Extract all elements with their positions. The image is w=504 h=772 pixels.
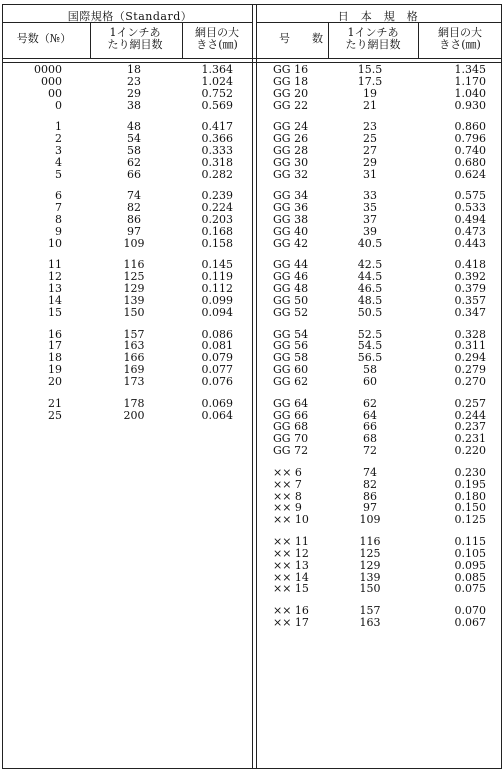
intl-opening-size: 0.158	[201, 236, 233, 250]
jp-mesh-count: 37	[363, 213, 377, 227]
intl-number: 10	[48, 236, 62, 250]
jp-number: ×× 16	[273, 603, 309, 617]
jp-opening-size: 0.740	[454, 144, 486, 157]
jp-mesh-count: 48.5	[357, 294, 383, 308]
intl-mesh-count: 116	[123, 258, 145, 272]
intl-col-number	[0, 33, 88, 45]
jp-number: GG 36	[273, 201, 309, 215]
intl-opening-size: 0.119	[201, 270, 233, 284]
jp-mesh-count: 46.5	[357, 282, 383, 296]
jp-opening-size: 0.392	[454, 270, 486, 284]
jp-mesh-count: 27	[363, 144, 377, 157]
jp-mesh-count: 150	[359, 582, 381, 596]
jp-number: GG 68	[273, 420, 309, 434]
intl-number: 19	[48, 363, 62, 377]
intl-number: 0	[55, 98, 62, 112]
jp-number: ×× 17	[273, 615, 309, 629]
intl-mesh-count: 200	[123, 408, 145, 422]
intl-mesh-count: 125	[123, 270, 145, 284]
jp-mesh-count: 97	[363, 501, 377, 515]
header-line: 号 数	[279, 32, 323, 45]
jp-number: GG 62	[273, 375, 309, 389]
intl-mesh-count: 178	[123, 396, 145, 410]
jp-number: ×× 10	[273, 513, 309, 527]
jp-opening-size: 0.150	[454, 501, 486, 515]
jp-mesh-count: 23	[363, 120, 377, 134]
jp-mesh-count: 157	[359, 603, 381, 617]
jp-opening-size: 0.379	[454, 282, 486, 296]
jp-number: GG 40	[273, 225, 309, 238]
jp-number: GG 30	[273, 155, 309, 169]
intl-opening-size: 0.064	[201, 408, 233, 422]
jp-number: GG 22	[273, 98, 309, 112]
jp-opening-size: 0.237	[454, 420, 486, 434]
jp-number: GG 52	[273, 306, 309, 319]
jp-number: ×× 7	[273, 477, 302, 491]
intl-opening-size: 0.076	[201, 375, 233, 389]
header-line: 1インチあ	[347, 26, 399, 39]
intl-opening-size: 1.364	[201, 63, 233, 76]
jp-number: GG 28	[273, 144, 309, 157]
jp-mesh-count: 52.5	[357, 327, 383, 341]
jp-mesh-count: 72	[363, 444, 377, 458]
jp-mesh-count: 139	[359, 570, 381, 584]
intl-opening-size: 0.079	[201, 351, 233, 365]
intl-number: 6	[55, 189, 62, 203]
intl-mesh-count: 54	[127, 132, 141, 146]
jp-number: ×× 12	[273, 546, 309, 560]
jp-number: GG 66	[273, 408, 309, 422]
jp-number: ×× 14	[273, 570, 309, 584]
jp-number: GG 18	[273, 74, 309, 88]
jp-mesh-count: 129	[359, 558, 381, 572]
jp-mesh-count: 60	[363, 375, 377, 389]
jp-number: GG 50	[273, 294, 309, 308]
intl-mesh-count: 58	[127, 144, 141, 157]
jp-mesh-count: 163	[359, 615, 381, 629]
intl-mesh-count: 62	[127, 155, 141, 169]
jp-number: GG 32	[273, 167, 309, 181]
intl-number: 3	[55, 144, 62, 157]
jp-number: GG 24	[273, 120, 309, 134]
jp-opening-size: 0.328	[454, 327, 486, 341]
intl-number: 20	[48, 375, 62, 389]
jp-opening-size: 1.040	[454, 86, 486, 100]
jp-number: GG 54	[273, 327, 309, 341]
jp-mesh-count: 42.5	[357, 258, 383, 272]
jp-number: ×× 13	[273, 558, 309, 572]
header-line: 号数（№）	[16, 32, 72, 45]
intl-number: 000	[41, 74, 62, 88]
jp-mesh-count: 68	[363, 432, 377, 446]
intl-number: 12	[48, 270, 62, 284]
jp-opening-size: 1.345	[454, 63, 486, 76]
header-line: きさ(㎜)	[196, 38, 238, 51]
jp-mesh-count: 31	[363, 167, 377, 181]
jp-opening-size: 1.170	[454, 74, 486, 88]
jp-opening-size: 0.195	[454, 477, 486, 491]
jp-mesh-count: 25	[363, 132, 377, 146]
jp-number: GG 20	[273, 86, 309, 100]
intl-opening-size: 0.086	[201, 327, 233, 341]
jp-opening-size: 0.230	[454, 465, 486, 479]
intl-opening-size: 0.224	[201, 201, 233, 215]
intl-number: 9	[55, 225, 62, 238]
jp-number: ×× 9	[273, 501, 302, 515]
jp-number: GG 70	[273, 432, 309, 446]
intl-opening-size: 0.569	[201, 98, 233, 112]
intl-mesh-count: 157	[123, 327, 145, 341]
jp-opening-size: 0.930	[454, 98, 486, 112]
jp-mesh-count: 39	[363, 225, 377, 238]
jp-opening-size: 0.796	[454, 132, 486, 146]
jp-opening-size: 0.095	[454, 558, 486, 572]
intl-opening-size: 0.239	[201, 189, 233, 203]
jp-opening-size: 0.443	[454, 236, 486, 250]
jp-number: GG 44	[273, 258, 309, 272]
jp-opening-size: 0.860	[454, 120, 486, 134]
intl-mesh-count: 109	[123, 236, 145, 250]
jp-opening-size: 0.624	[454, 167, 486, 181]
jp-mesh-count: 40.5	[357, 236, 383, 250]
intl-col-size	[182, 27, 252, 51]
jp-opening-size: 0.494	[454, 213, 486, 227]
jp-mesh-count: 66	[363, 420, 377, 434]
intl-number: 15	[48, 306, 62, 319]
intl-opening-size: 0.203	[201, 213, 233, 227]
jp-number: GG 64	[273, 396, 309, 410]
jp-opening-size: 0.231	[454, 432, 486, 446]
jp-opening-size: 0.357	[454, 294, 486, 308]
jp-mesh-count: 74	[363, 465, 377, 479]
jp-opening-size: 0.347	[454, 306, 486, 319]
intl-number: 25	[48, 408, 62, 422]
jp-mesh-count: 33	[363, 189, 377, 203]
jp-opening-size: 0.244	[454, 408, 486, 422]
jp-number: ×× 8	[273, 489, 302, 503]
intl-number: 11	[48, 258, 62, 272]
intl-mesh-count: 169	[123, 363, 145, 377]
intl-number: 5	[55, 167, 62, 181]
jp-number: GG 46	[273, 270, 309, 284]
intl-opening-size: 0.099	[201, 294, 233, 308]
jp-mesh-count: 86	[363, 489, 377, 503]
jp-col-size	[420, 27, 500, 51]
jp-opening-size: 0.125	[454, 513, 486, 527]
japan-title: 日 本 規 格	[337, 10, 419, 23]
jp-opening-size: 0.105	[454, 546, 486, 560]
intl-number: 14	[48, 294, 62, 308]
intl-mesh-count: 38	[127, 98, 141, 112]
jp-number: GG 26	[273, 132, 309, 146]
intl-mesh-count: 150	[123, 306, 145, 319]
intl-number: 18	[48, 351, 62, 365]
jp-number: ×× 11	[273, 534, 309, 548]
jp-mesh-count: 56.5	[357, 351, 383, 365]
intl-number: 8	[55, 213, 62, 227]
intl-opening-size: 0.077	[201, 363, 233, 377]
jp-opening-size: 0.311	[454, 339, 486, 353]
jp-number: ×× 15	[273, 582, 309, 596]
jp-opening-size: 0.575	[454, 189, 486, 203]
intl-opening-size: 0.282	[201, 167, 233, 181]
grid-vline	[501, 4, 502, 768]
jp-mesh-count: 21	[363, 98, 377, 112]
intl-mesh-count: 74	[127, 189, 141, 203]
jp-mesh-count: 19	[363, 86, 377, 100]
intl-number: 2	[55, 132, 62, 146]
jp-mesh-count: 15.5	[357, 63, 383, 76]
intl-number: 0000	[34, 63, 62, 76]
grid-vline	[252, 4, 253, 768]
header-line: きさ(㎜)	[439, 38, 481, 51]
intl-number: 7	[55, 201, 62, 215]
intl-mesh-count: 18	[127, 63, 141, 76]
jp-mesh-count: 62	[363, 396, 377, 410]
jp-number: GG 48	[273, 282, 309, 296]
intl-opening-size: 0.318	[201, 155, 233, 169]
intl-mesh-count: 173	[123, 375, 145, 389]
intl-mesh-count: 166	[123, 351, 145, 365]
intl-mesh-count: 129	[123, 282, 145, 296]
intl-number: 16	[48, 327, 62, 341]
international-title: 国際規格（Standard）	[67, 10, 193, 23]
jp-number: GG 56	[273, 339, 309, 353]
jp-opening-size: 0.680	[454, 155, 486, 169]
jp-number: GG 38	[273, 213, 309, 227]
intl-number: 17	[48, 339, 62, 353]
header-line: たり網目数	[107, 38, 163, 51]
intl-opening-size: 0.094	[201, 306, 233, 319]
jp-number: GG 16	[273, 63, 309, 76]
intl-opening-size: 0.112	[201, 282, 233, 296]
intl-opening-size: 1.024	[201, 74, 233, 88]
jp-mesh-count: 44.5	[357, 270, 383, 284]
jp-mesh-count: 17.5	[357, 74, 383, 88]
jp-number: GG 58	[273, 351, 309, 365]
grid-vline	[256, 4, 257, 768]
jp-mesh-count: 109	[359, 513, 381, 527]
header-line: 網目の大	[195, 26, 239, 39]
jp-opening-size: 0.067	[454, 615, 486, 629]
jp-mesh-count: 64	[363, 408, 377, 422]
jp-opening-size: 0.473	[454, 225, 486, 238]
intl-opening-size: 0.333	[201, 144, 233, 157]
header-line: 1インチあ	[109, 26, 161, 39]
intl-opening-size: 0.752	[201, 86, 233, 100]
jp-number: GG 72	[273, 444, 309, 458]
intl-number: 4	[55, 155, 62, 169]
jp-number: GG 34	[273, 189, 309, 203]
intl-col-mesh	[90, 27, 180, 51]
intl-number: 1	[55, 120, 62, 134]
intl-mesh-count: 48	[127, 120, 141, 134]
intl-opening-size: 0.081	[201, 339, 233, 353]
jp-opening-size: 0.294	[454, 351, 486, 365]
jp-mesh-count: 116	[359, 534, 381, 548]
intl-opening-size: 0.145	[201, 258, 233, 272]
jp-mesh-count: 50.5	[357, 306, 383, 319]
jp-number: ×× 6	[273, 465, 302, 479]
intl-opening-size: 0.168	[201, 225, 233, 238]
intl-opening-size: 0.069	[201, 396, 233, 410]
intl-number: 13	[48, 282, 62, 296]
intl-mesh-count: 97	[127, 225, 141, 238]
jp-opening-size: 0.279	[454, 363, 486, 377]
intl-mesh-count: 66	[127, 167, 141, 181]
header-line: 網目の大	[438, 26, 482, 39]
jp-opening-size: 0.257	[454, 396, 486, 410]
jp-opening-size: 0.115	[454, 534, 486, 548]
jp-mesh-count: 35	[363, 201, 377, 215]
intl-number: 21	[48, 396, 62, 410]
intl-opening-size: 0.366	[201, 132, 233, 146]
jp-number: GG 60	[273, 363, 309, 377]
grid-vline	[418, 22, 419, 58]
jp-mesh-count: 82	[363, 477, 377, 491]
intl-mesh-count: 23	[127, 74, 141, 88]
jp-mesh-count: 125	[359, 546, 381, 560]
jp-opening-size: 0.220	[454, 444, 486, 458]
jp-opening-size: 0.418	[454, 258, 486, 272]
jp-opening-size: 0.070	[454, 603, 486, 617]
intl-number: 00	[48, 86, 62, 100]
jp-opening-size: 0.180	[454, 489, 486, 503]
intl-mesh-count: 82	[127, 201, 141, 215]
intl-mesh-count: 163	[123, 339, 145, 353]
intl-mesh-count: 86	[127, 213, 141, 227]
jp-opening-size: 0.270	[454, 375, 486, 389]
jp-mesh-count: 54.5	[357, 339, 383, 353]
jp-col-mesh	[328, 27, 418, 51]
header-line: たり網目数	[345, 38, 401, 51]
intl-opening-size: 0.417	[201, 120, 233, 134]
intl-mesh-count: 29	[127, 86, 141, 100]
jp-opening-size: 0.075	[454, 582, 486, 596]
jp-opening-size: 0.085	[454, 570, 486, 584]
intl-mesh-count: 139	[123, 294, 145, 308]
jp-mesh-count: 58	[363, 363, 377, 377]
jp-number: GG 42	[273, 236, 309, 250]
jp-opening-size: 0.533	[454, 201, 486, 215]
jp-mesh-count: 29	[363, 155, 377, 169]
grid-hline	[2, 768, 502, 769]
